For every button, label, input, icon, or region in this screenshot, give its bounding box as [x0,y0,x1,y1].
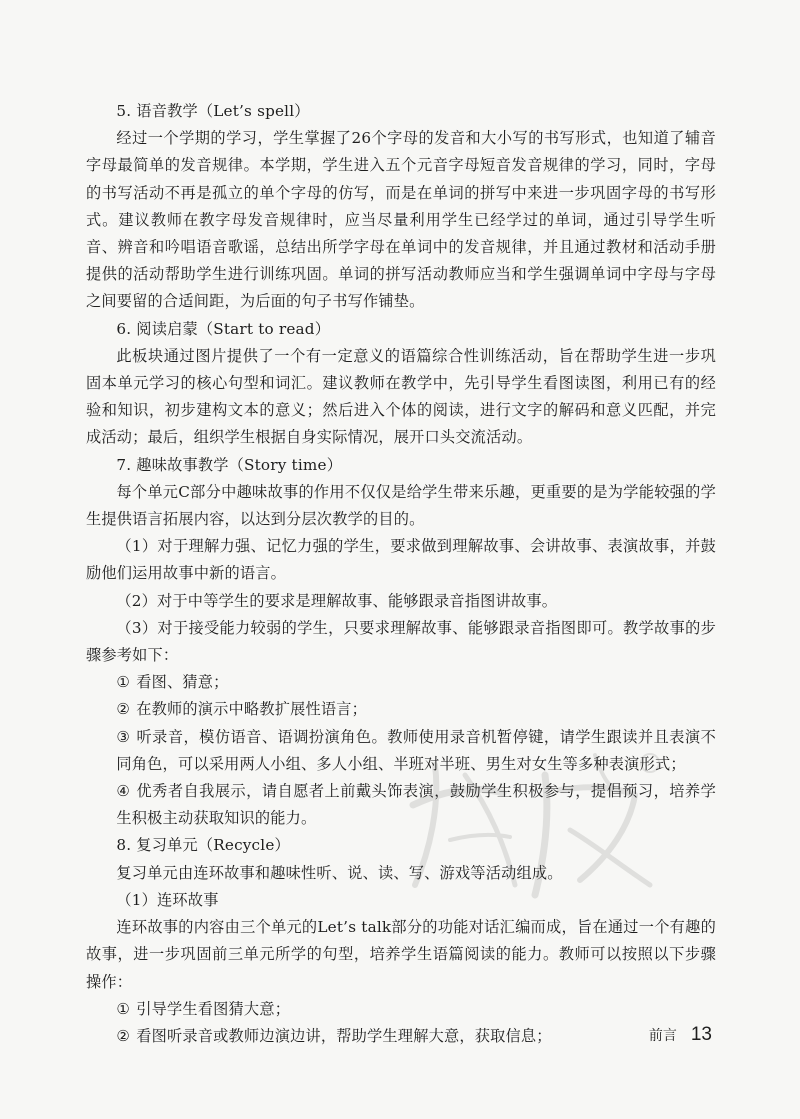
list-number: ② [116,700,131,719]
list-number: ① [116,673,131,692]
list-number: ② [116,1026,131,1045]
subheading: （1）连环故事 [116,890,219,909]
list-number: ④ [116,782,131,801]
list-item [86,696,716,723]
section-heading-recycle: 8. 复习单元（Recycle） [116,836,290,855]
list-text: 引导学生看图猜大意； [136,999,291,1018]
list-item [86,669,716,696]
paragraph: （1）对于理解力强、记忆力强的学生，要求做到理解故事、会讲故事、表演故事，并鼓励他们运用故事中新的语言。 [86,537,716,583]
section-heading-story-time: 7. 趣味故事教学（Story time） [116,455,343,474]
paragraph: 此板块通过图片提供了一个有一定意义的语篇综合性训练活动，旨在帮助学生进一步巩固本单元学习的核心句型和词汇。建议教师在教学中，先引导学生看图读图，利用已有的经验和知识，初步建构文本的意义；然后进入个体的阅读，进行文字的解码和意义匹配，并完成活动；最后，组织学生根据自身实际情况，展开口头交流活动。 [86,346,716,447]
list-text: 优秀者自我展示，请自愿者上前戴头饰表演，鼓励学生积极参与，提倡预习，培养学生积极主动获取知识的能力。 [116,782,716,828]
paragraph: 每个单元C部分中趣味故事的作用不仅仅是给学生带来乐趣，更重要的是为学能较强的学生提供语言拓展内容，以达到分层次教学的目的。 [86,482,716,529]
page-content [86,98,716,1050]
list-item [86,996,716,1023]
footer-section-label: 前言 [648,1028,677,1044]
list-text: 听录音，模仿语音、语调扮演角色。教师使用录音机暂停键，请学生跟读并且表演不同角色，可以采用两人小组、多人小组、半班对半班、男生对女生等多种表演形式； [116,727,716,773]
paragraph: 经过一个学期的学习，学生掌握了26个字母的发音和大小写的书写形式，也知道了辅音字母最简单的发音规律。本学期，学生进入五个元音字母短音发音规律的学习，同时，字母的书写活动不再是孤立的单个字母的仿写，而是在单词的拼写中来进一步巩固字母的书写形式。建议教师在教字母发音规律时，应当尽量利用学生已经学过的单词，通过引导学生听音、辨音和吟唱语音歌谣，总结出所学字母在单词中的发音规律，并且通过教材和活动手册提供的活动帮助学生进行训练巩固。单词的拼写活动教师应当和学生强调单词中字母与字母之间要留的合适间距，为后面的句子书写作铺垫。 [86,129,716,311]
section-heading-phonics: 5. 语音教学（Let’s spell） [116,102,310,120]
section-heading-start-to-read: 6. 阅读启蒙（Start to read） [116,319,331,338]
paragraph: （2）对于中等学生的要求是理解故事、能够跟录音指图讲故事。 [116,591,558,610]
list-number: ① [116,999,131,1018]
paragraph: 复习单元由连环故事和趣味性听、说、读、写、游戏等活动组成。 [116,863,563,882]
list-text: 在教师的演示中略教扩展性语言； [136,700,368,719]
list-number: ③ [116,727,131,746]
list-item [86,1023,716,1050]
publisher-watermark [395,735,665,905]
list-text: 看图、猜意； [136,673,229,692]
paragraph: 连环故事的内容由三个单元的Let’s talk部分的功能对话汇编而成，旨在通过一个有趣的故事，进一步巩固前三单元所学的句型，培养学生语篇阅读的能力。教师可以按照以下步骤操作： [86,918,716,991]
list-text: 看图听录音或教师边演边讲，帮助学生理解大意，获取信息； [136,1026,552,1045]
paragraph: （3）对于接受能力较弱的学生，只要求理解故事、能够跟录音指图即可。教学故事的步骤参考如下： [86,618,716,665]
page-number: 13 [690,1024,712,1045]
page-footer [649,1024,712,1047]
